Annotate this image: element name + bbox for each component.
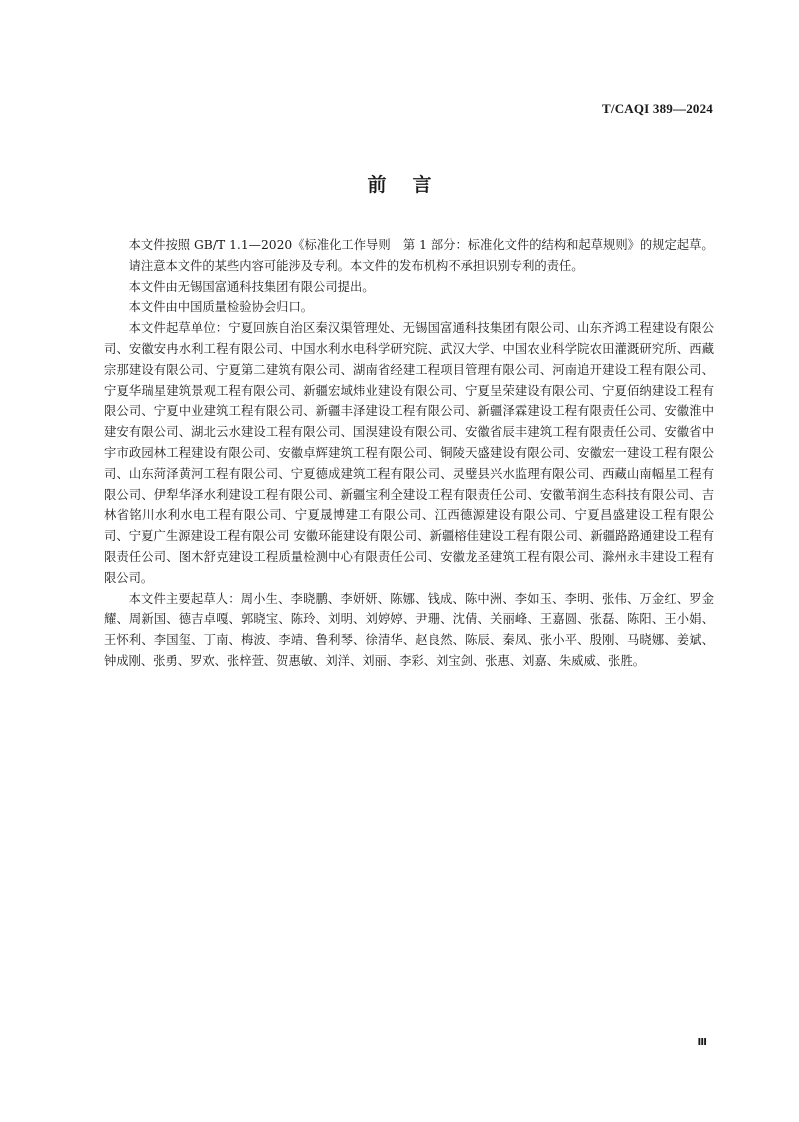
foreword-body xyxy=(104,235,714,672)
standard-number: T/CAQI 389—2024 xyxy=(602,101,713,116)
page-title: 前言 xyxy=(367,174,458,196)
page-number: Ⅲ xyxy=(697,1037,707,1048)
paragraph-drafting-units: 本文件起草单位：宁夏回族自治区秦汉渠管理处、无锡国富通科技集团有限公司、山东齐鸿工程建设有限公司、安徽安冉水利工程有限公司、中国水利水电科学研究院、武汉大学、中国农业科学院农田灌溉研究所、西藏宗那建设有限公司、宁夏第二建筑有限公司、湖南省经建工程项目管理有限公司、河南追开建设工程有限公司、宁夏华瑞星建筑景观工程有限公司、新疆宏域炜业建设有限公司、宁夏呈荣建设有限公司、宁夏佰纳建设工程有限公司、宁夏中业建筑工程有限公司、新疆丰泽建设工程有限公司、新疆泽霖建设工程有限责任公司、安徽淮中建安有限公司、湖北云水建设工程有限公司、国淏建设有限公司、安徽省辰丰建筑工程有限责任公司、安徽省中宇市政园林工程建设有限公司、安徽卓辉建筑工程有限公司、铜陵天盛建设有限公司、安徽宏一建设工程有限公司、山东菏泽黄河工程有限公司、宁夏德成建筑工程有限公司、灵璧县兴水监理有限公司、西藏山南幅星工程有限公司、伊犁华泽水利建设工程有限公司、新疆宝利全建设工程有限责任公司、安徽苇润生态科技有限公司、吉林省铭川水利水电工程有限公司、宁夏晟博建工有限公司、江西德源建设有限公司、宁夏昌盛建设工程有限公司、宁夏广生源建设工程有限公司 安徽环能建设有限公司、新疆榕佳建设工程有限公司、新疆路路通建设工程有限责任公司、图木舒克建设工程质量检测中心有限责任公司、安徽龙圣建筑工程有限公司、滁州永丰建设工程有限公司。 xyxy=(104,321,714,585)
paragraph-patent-notice: 请注意本文件的某些内容可能涉及专利。本文件的发布机构不承担识别专利的责任。 xyxy=(128,258,584,273)
paragraph-proposer: 本文件由无锡国富通科技集团有限公司提出。 xyxy=(128,279,375,294)
paragraph-centralized-unit: 本文件由中国质量检验协会归口。 xyxy=(128,300,314,315)
paragraph-drafting-basis: 本文件按照 GB/T 1.1—2020《标准化工作导则 第 1 部分：标准化文件的结构和起草规则》的规定起草。 xyxy=(128,238,714,252)
paragraph-main-drafters: 本文件主要起草人：周小生、李晓鹏、李妍妍、陈娜、钱成、陈中洲、李如玉、李明、张伟、万金红、罗金耀、周新国、德吉卓嘎、郭晓宝、陈玲、刘明、刘婷婷、尹珊、沈倩、关丽峰、王嘉圆、张磊、陈阳、王小娟、王怀利、李国玺、丁南、梅波、李靖、鲁利琴、徐清华、赵良然、陈辰、秦凤、张小平、殷刚、马晓娜、姜斌、钟成刚、张勇、罗欢、张梓萱、贺惠敏、刘洋、刘丽、李彩、刘宝剑、张惠、刘嘉、朱威威、张胜。 xyxy=(104,591,714,668)
